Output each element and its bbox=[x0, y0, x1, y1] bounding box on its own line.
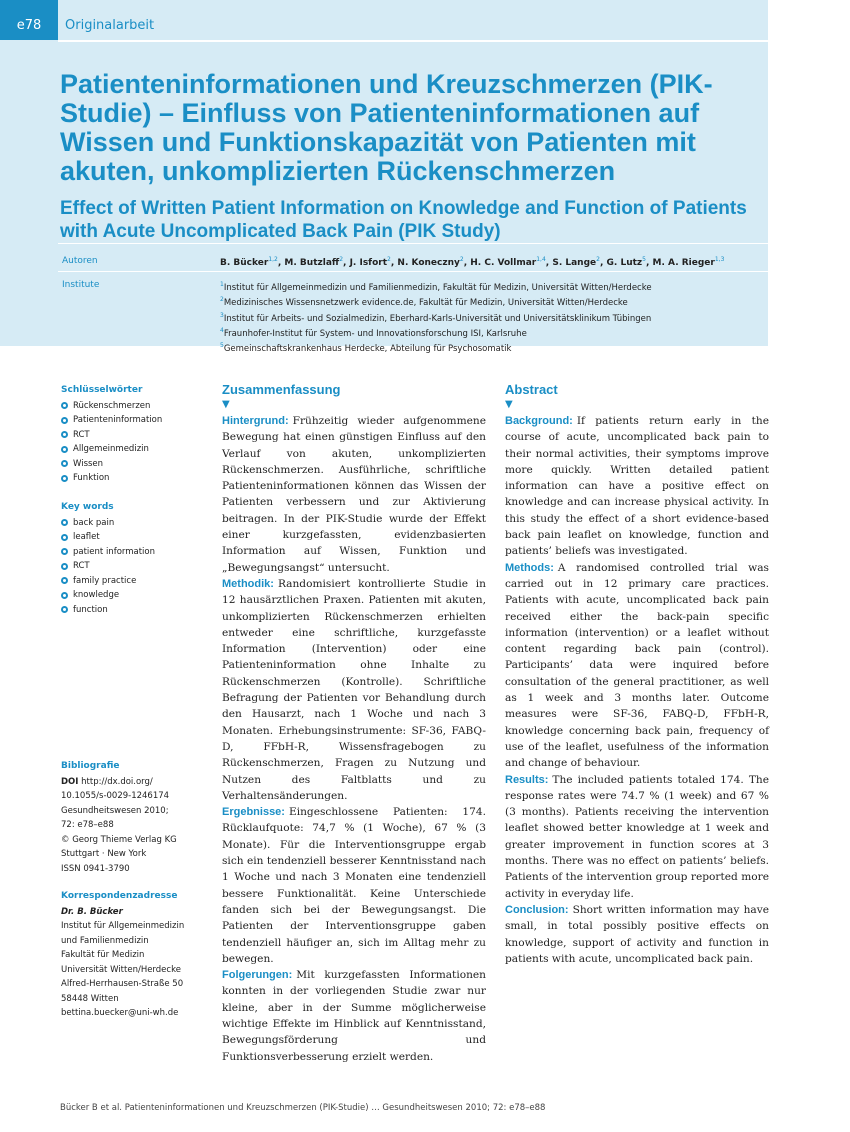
bullet-icon bbox=[61, 475, 68, 482]
doi-label: DOI bbox=[61, 776, 79, 787]
author-separator: , bbox=[545, 258, 553, 268]
bullet-icon bbox=[61, 534, 68, 541]
keyword-item bbox=[61, 516, 155, 531]
zusammenfassung-column bbox=[222, 382, 486, 1065]
keyword-label: RCT bbox=[73, 429, 90, 440]
divider bbox=[58, 243, 768, 244]
keyword-label: family practice bbox=[73, 575, 137, 586]
correspondence-line: Institut für Allgemeinmedizin bbox=[61, 921, 185, 931]
abstract-paragraph bbox=[222, 576, 486, 804]
keyword-label: knowledge bbox=[73, 590, 120, 600]
keyword-label: patient information bbox=[73, 546, 156, 557]
bullet-icon bbox=[61, 402, 68, 409]
keywords-english-list bbox=[61, 516, 155, 618]
author-separator: , bbox=[599, 258, 607, 268]
keyword-item bbox=[61, 574, 155, 589]
keyword-item bbox=[61, 413, 162, 428]
keyword-label: back pain bbox=[73, 517, 115, 528]
triangle-marker-icon: ▼ bbox=[505, 399, 513, 410]
bibliography-line: Gesundheitswesen 2010; bbox=[61, 805, 169, 816]
bibliography-line: ISSN 0941-3790 bbox=[61, 863, 130, 874]
subheading-label: Hintergrund: bbox=[222, 415, 289, 427]
author-list bbox=[220, 256, 765, 268]
abstract-body bbox=[505, 413, 769, 967]
keyword-item bbox=[61, 545, 155, 560]
bullet-icon bbox=[61, 548, 68, 555]
author-name: M. Butzlaff bbox=[284, 258, 340, 268]
bibliography-line: 10.1055/s-0029-1246174 bbox=[61, 791, 170, 801]
keyword-item bbox=[61, 399, 162, 414]
bullet-icon bbox=[61, 592, 68, 599]
institute-number: 5 bbox=[220, 342, 224, 350]
title-english: Effect of Written Patient Information on Knowledge and Function of Patients with Acute Uncomplicated Back Pain (PIK Study) bbox=[60, 198, 747, 242]
keyword-label: RCT bbox=[73, 561, 90, 571]
keyword-item bbox=[61, 559, 155, 574]
subheading-label: Ergebnisse: bbox=[222, 806, 285, 819]
bullet-icon bbox=[61, 417, 68, 424]
keywords-german-title: Schlüsselwörter bbox=[61, 385, 143, 395]
triangle-marker-icon: ▼ bbox=[222, 399, 230, 410]
section-label: Originalarbeit bbox=[65, 18, 155, 33]
author-name: S. Lange bbox=[552, 258, 597, 268]
paragraph-text: Short written information may have small, in total possibly positive effects on knowledge, support of activity and function in patients with acute, uncomplicated back pain. bbox=[505, 903, 769, 965]
correspondence-line: und Familienmedizin bbox=[61, 935, 149, 946]
keywords-english bbox=[61, 500, 155, 617]
institute-text: Fraunhofer-Institut für System- und Innovationsforschung ISI, Karlsruhe bbox=[223, 328, 527, 339]
bullet-icon bbox=[61, 460, 68, 467]
keyword-item bbox=[61, 588, 155, 603]
author-separator: , bbox=[645, 258, 653, 268]
bullet-icon bbox=[61, 519, 68, 526]
paragraph-text: Randomisiert kontrollierte Studie in 12 hausärztlichen Praxen. Patienten mit akuten, unkomplizierten Rückenschmerzen erhielten entweder eine schriftliche, kurzgefasste Information (Intervention) oder eine Patienteninformation ohne Inhalte zu Rückenschmerzen (Kontrolle). Schriftliche Befragung der Patienten vor Behandlung durch den Hausarzt, nach 1 Woche und nach 3 Monaten. Erhebungsinstrumente: SF-36, FABQ-D, FFbH-R, Wissensfragebogen zu Rückenschmerzen, Fragen zu Nutzung und Nutzen des Faltblatts und zu Verhaltensänderungen. bbox=[222, 577, 486, 802]
keyword-label: function bbox=[73, 604, 108, 615]
institute-number: 2 bbox=[220, 296, 224, 304]
institute-text: Institut für Allgemeinmedizin und Familienmedizin, Fakultät für Medizin, Universität Witten/Herdecke bbox=[223, 282, 652, 293]
footer-citation: Bücker B et al. Patienteninformationen und Kreuzschmerzen (PIK-Studie) … Gesundheitswesen 2010; 72: e78–e88 bbox=[60, 1103, 546, 1113]
correspondence-line: 58448 Witten bbox=[61, 993, 119, 1004]
subheading-label: Results: bbox=[505, 773, 549, 786]
correspondence-line: Universität Witten/Herdecke bbox=[61, 964, 181, 975]
keyword-item bbox=[61, 471, 162, 486]
institute-item bbox=[220, 325, 765, 340]
author-affiliation: 5 bbox=[642, 256, 646, 263]
zusammenfassung-body bbox=[222, 413, 486, 1065]
author-separator: , bbox=[463, 258, 471, 268]
institute-item bbox=[220, 279, 765, 294]
keyword-item bbox=[61, 442, 162, 457]
keyword-item bbox=[61, 530, 155, 545]
keyword-label: leaflet bbox=[73, 532, 100, 542]
keyword-item bbox=[61, 603, 155, 618]
institute-list bbox=[220, 279, 765, 356]
zusammenfassung-heading: Zusammenfassung bbox=[222, 382, 341, 397]
keywords-english-title: Key words bbox=[61, 502, 114, 512]
institute-item bbox=[220, 310, 765, 325]
author-name: G. Lutz bbox=[606, 258, 643, 268]
author-affiliation: 1,2 bbox=[268, 256, 278, 263]
bullet-icon bbox=[61, 606, 68, 613]
correspondence-name: Dr. B. Bücker bbox=[61, 906, 123, 917]
author-separator: , bbox=[343, 258, 350, 268]
author-name: M. A. Rieger bbox=[652, 258, 715, 268]
institutes-label: Institute bbox=[62, 280, 100, 290]
authors-label: Autoren bbox=[62, 256, 98, 266]
keyword-label: Rückenschmerzen bbox=[73, 400, 151, 411]
abstract-paragraph bbox=[505, 560, 769, 772]
author-separator: , bbox=[390, 258, 398, 268]
paragraph-text: Frühzeitig wieder aufgenommene Bewegung hat einen günstigen Einfluss auf den Verlauf von akuten, unkomplizierten Rückenschmerzen. Ausführliche, schriftliche Patienteninformationen können das Wissen der Patienten verbessern und zur Aktivierung beitragen. In der PIK-Studie wurde der Effekt einer kurzgefassten, evidenzbasierten Information auf Wissen, Funktion und „Bewegungsangst“ untersucht. bbox=[222, 415, 486, 574]
abstract-paragraph bbox=[222, 413, 486, 576]
keyword-item bbox=[61, 428, 162, 443]
keyword-label: Funktion bbox=[73, 473, 110, 483]
author-affiliation: 2 bbox=[339, 256, 344, 263]
subheading-label: Background: bbox=[505, 415, 573, 427]
correspondence bbox=[61, 889, 211, 1021]
header-rule bbox=[58, 40, 768, 42]
author-affiliation: 2 bbox=[387, 256, 391, 263]
bibliography-title: Bibliografie bbox=[61, 761, 120, 771]
institute-number: 3 bbox=[220, 311, 224, 319]
title-german: Patienteninformationen und Kreuzschmerzen (PIK-Studie) – Einfluss von Patienteninformationen auf Wissen und Funktionskapazität von Patienten mit akuten, unkomplizierten Rückenschmerzen bbox=[60, 69, 713, 186]
bibliography-line: 72: e78–e88 bbox=[61, 820, 114, 830]
institute-item bbox=[220, 340, 765, 355]
keyword-label: Wissen bbox=[73, 458, 104, 469]
subheading-label: Folgerungen: bbox=[222, 969, 293, 982]
author-name: J. Isfort bbox=[349, 258, 388, 268]
correspondence-title: Korrespondenzadresse bbox=[61, 891, 178, 901]
author-affiliation: 2 bbox=[596, 256, 600, 263]
author-name: N. Koneczny bbox=[397, 258, 460, 268]
keywords-german bbox=[61, 383, 162, 486]
correspondence-line: Alfred-Herrhausen-Straße 50 bbox=[61, 979, 184, 989]
paragraph-text: The included patients totaled 174. The response rates were 74.7 % (1 week) and 67 % (3 months). Patients receiving the intervention leaflet showed better knowledge at 1 week and greater improvement in function scores at 3 months. There was no effect on patients’ beliefs. Patients of the intervention group reported more activity in everyday life. bbox=[505, 773, 769, 900]
abstract-paragraph bbox=[505, 902, 769, 967]
paragraph-text: A randomised controlled trial was carried out in 12 primary care practices. Patients with acute, uncomplicated back pain received either the back-pain specific information (intervention) or a leaflet without content regarding back pain (control). Participants’ data were inquired before consultation of the general practitioner, as well as 1 week and 3 months later. Outcome measures were SF-36, FABQ-D, FFbH-R, knowledge concerning back pain, frequency of use of the leaflet, usefulness of the information and change of behaviour. bbox=[505, 561, 769, 770]
institute-text: Institut für Arbeits- und Sozialmedizin, Eberhard-Karls-Universität und Universitätsklinikum Tübingen bbox=[223, 313, 652, 324]
abstract-paragraph bbox=[505, 413, 769, 560]
abstract-column bbox=[505, 382, 769, 967]
keywords-german-list bbox=[61, 399, 162, 486]
institute-number: 1 bbox=[220, 281, 224, 288]
page-number: e78 bbox=[16, 18, 42, 33]
author-separator: , bbox=[277, 258, 285, 268]
author-affiliation: 1,4 bbox=[536, 256, 546, 263]
correspondence-line: Fakultät für Medizin bbox=[61, 950, 145, 960]
author-name: B. Bücker bbox=[220, 258, 269, 268]
author-affiliation: 1,3 bbox=[714, 256, 725, 263]
abstract-paragraph bbox=[222, 804, 486, 967]
institute-number: 4 bbox=[220, 326, 224, 334]
keyword-label: Allgemeinmedizin bbox=[73, 444, 149, 454]
keyword-label: Patienteninformation bbox=[73, 415, 163, 425]
email-link[interactable]: bettina.buecker@uni-wh.de bbox=[61, 1008, 179, 1018]
institute-text: Medizinisches Wissensnetzwerk evidence.de, Fakultät für Medizin, Universität Witten/Herdecke bbox=[223, 298, 628, 309]
subheading-label: Conclusion: bbox=[505, 903, 569, 916]
bibliography bbox=[61, 759, 211, 876]
abstract-paragraph bbox=[222, 967, 486, 1065]
divider bbox=[58, 271, 768, 272]
author-affiliation: 2 bbox=[459, 256, 464, 263]
bullet-icon bbox=[61, 577, 68, 584]
bullet-icon bbox=[61, 446, 68, 453]
bibliography-line: © Georg Thieme Verlag KG bbox=[61, 834, 177, 845]
institute-item bbox=[220, 294, 765, 309]
bibliography-line: http://dx.doi.org/ bbox=[81, 776, 153, 787]
paragraph-text: Mit kurzgefassten Informationen konnten in der vorliegenden Studie zwar nur kleine, aber in der Summe möglicherweise wichtige Effekte im Hinblick auf Kenntnisstand, Bewegungsförderung und Funktionsverbesserung erzielt werden. bbox=[222, 969, 486, 1063]
paragraph-text: If patients return early in the course of acute, uncomplicated back pain to their normal activities, their symptoms improve more quickly. Written detailed patient information can have a positive effect on knowledge and can increase physical activity. In this study the effect of a short evidence-based back pain leaflet on knowledge, function and patients’ beliefs was investigated. bbox=[505, 415, 769, 558]
bibliography-line: Stuttgart · New York bbox=[61, 849, 147, 859]
keyword-item bbox=[61, 457, 162, 472]
abstract-heading: Abstract bbox=[505, 382, 558, 397]
institute-text: Gemeinschaftskrankenhaus Herdecke, Abteilung für Psychosomatik bbox=[223, 344, 512, 355]
paragraph-text: Eingeschlossene Patienten: 174. Rücklaufquote: 74,7 % (1 Woche), 67 % (3 Monate). Für die Interventionsgruppe ergab sich ein tendenziell besserer Kenntnisstand nach 1 Woche und nach 3 Monaten eine tendenziell bessere Funktionalität. Keine Unterschiede fanden sich bei der Bewegungsangst. Die Patienten der Interventionsgruppe gaben tendenziell häufiger an, sich im Alltag mehr zu bewegen. bbox=[222, 806, 486, 965]
author-name: H. C. Vollmar bbox=[470, 258, 537, 268]
bullet-icon bbox=[61, 563, 68, 570]
bullet-icon bbox=[61, 431, 68, 438]
abstract-paragraph bbox=[505, 772, 769, 902]
subheading-label: Methods: bbox=[505, 561, 554, 574]
subheading-label: Methodik: bbox=[222, 577, 274, 590]
